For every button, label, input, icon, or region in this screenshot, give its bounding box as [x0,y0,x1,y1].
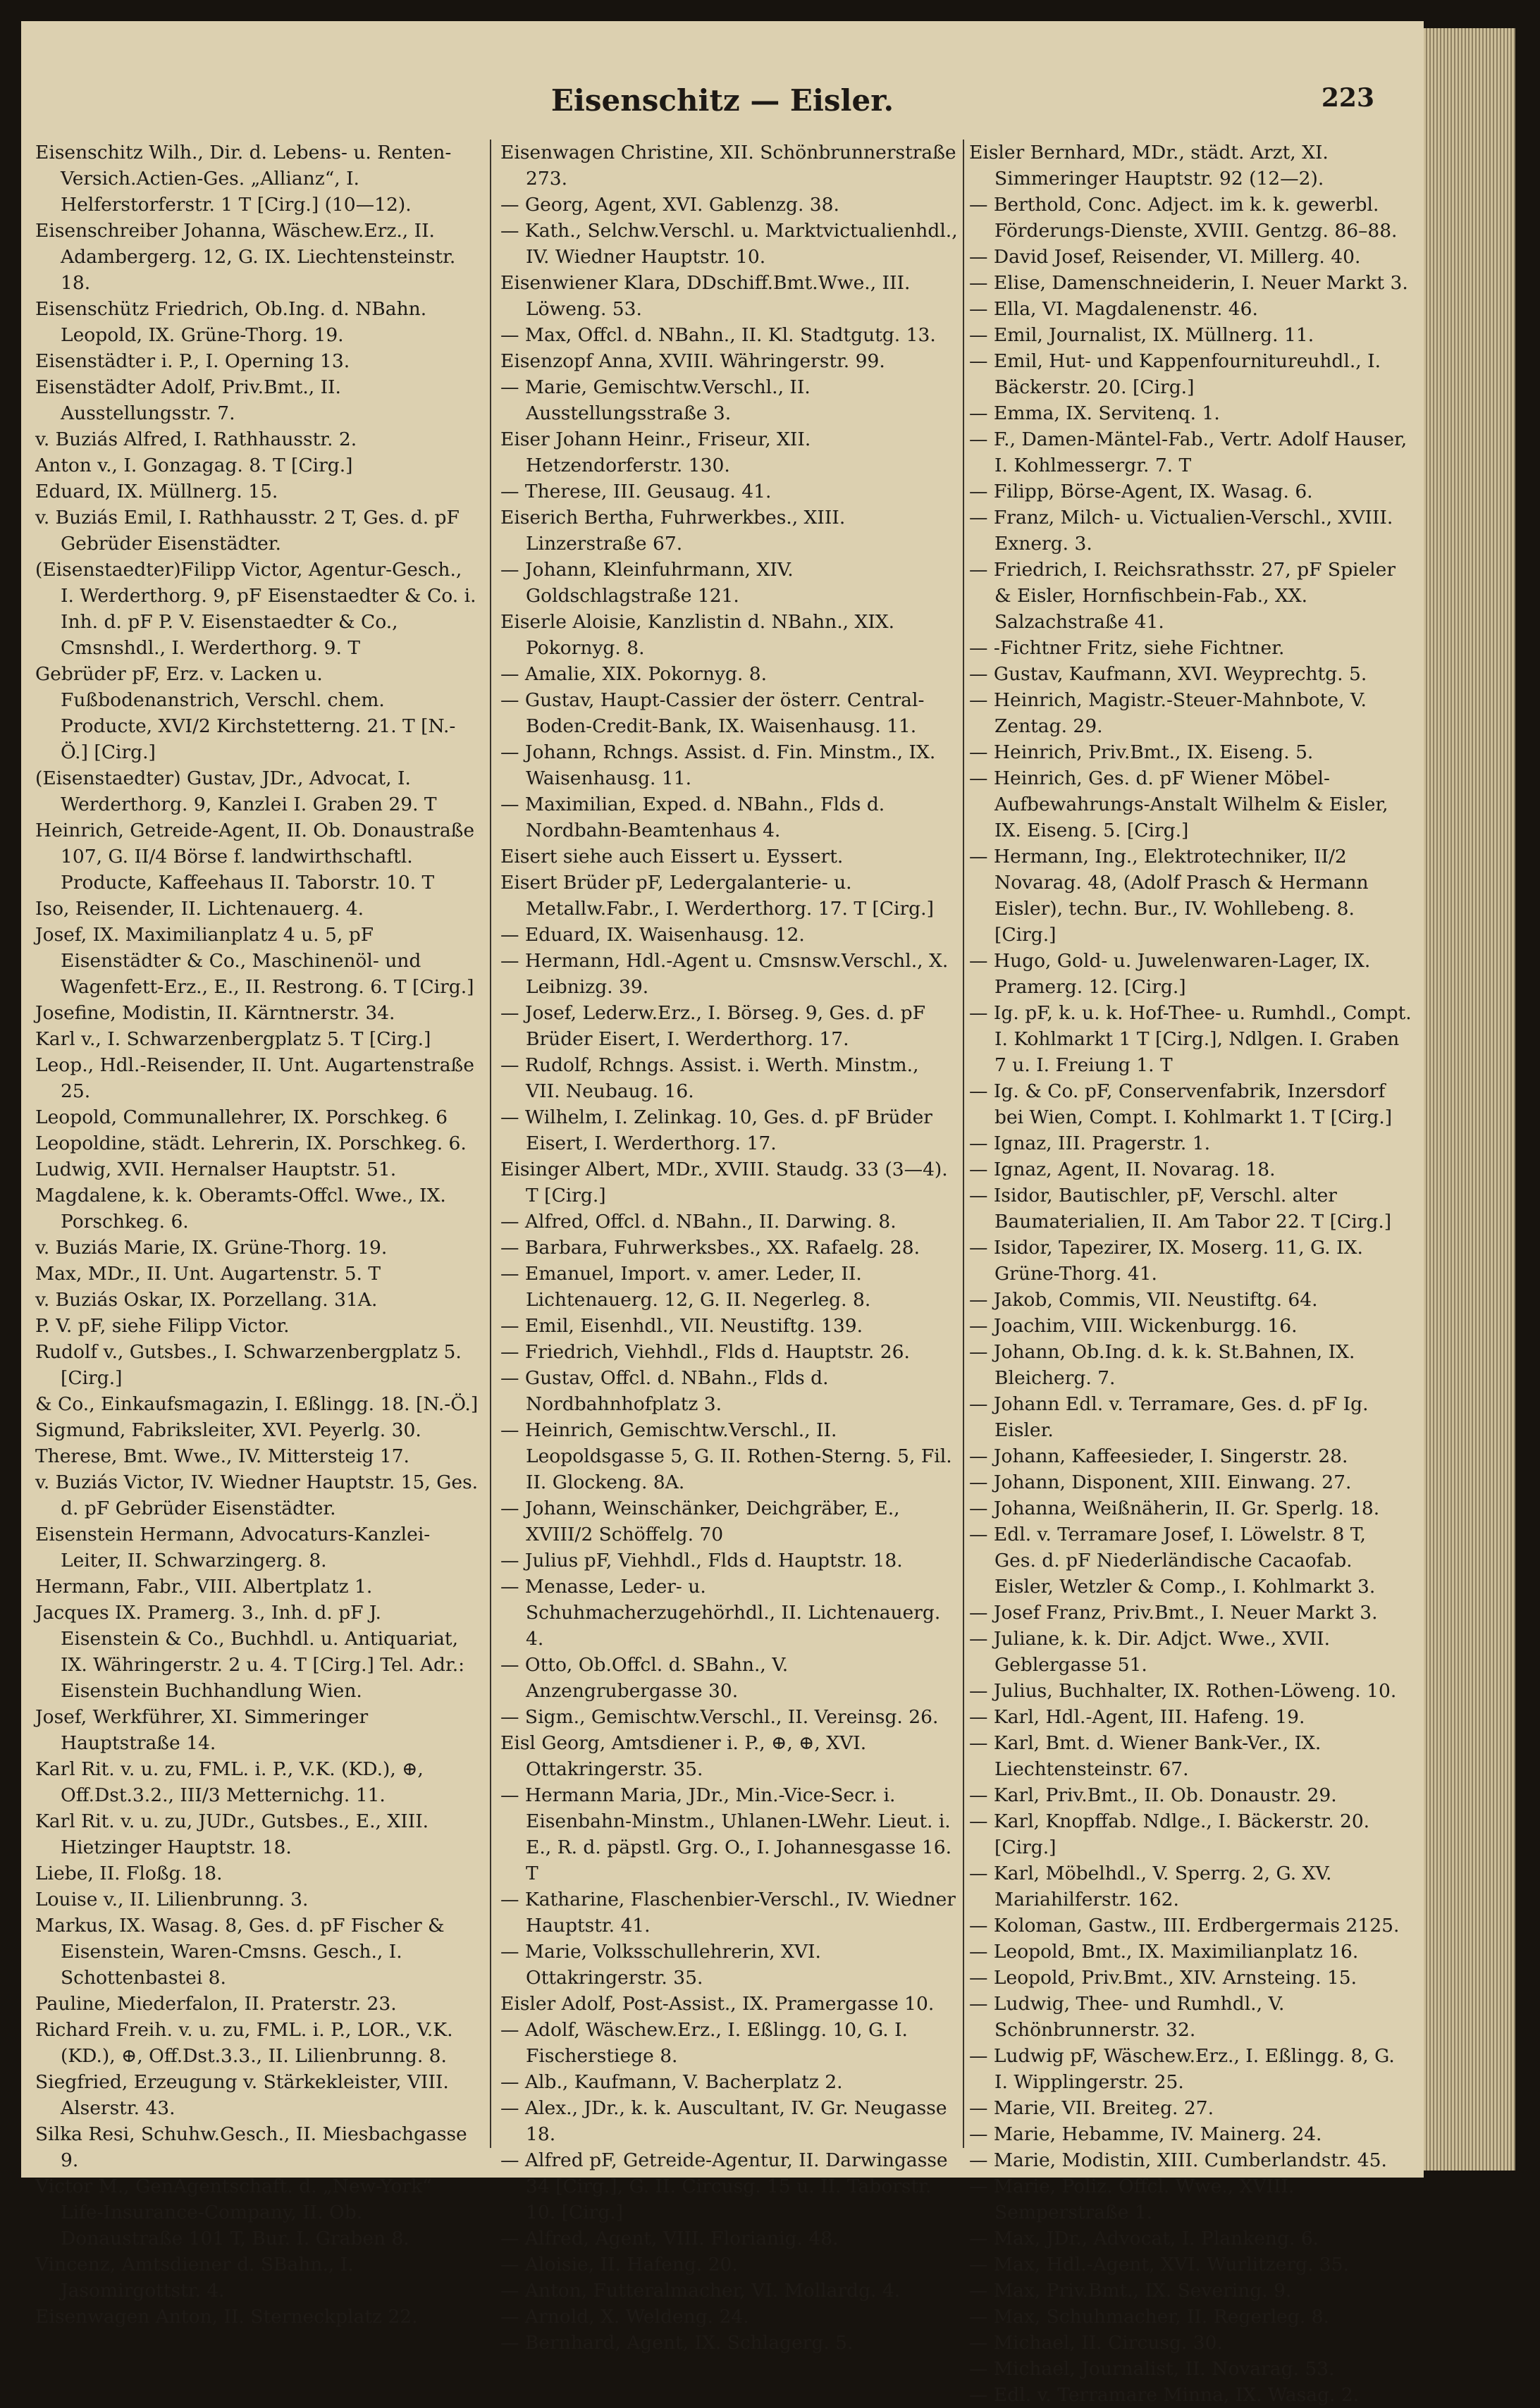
directory-entry: Eisert siehe auch Eissert u. Eyssert. [500,846,844,868]
directory-entry: — Heinrich, Magistr.-Steuer-Mahnbote, V. Zentag. 29. [969,689,1367,737]
column-rule [490,140,491,2148]
directory-entry: Eisenstädter Adolf, Priv.Bmt., II. Ausstellungsstr. 7. [35,376,341,424]
directory-entry: Eisenschütz Friedrich, Ob.Ing. d. NBahn. Leopold, IX. Grüne-Thorg. 19. [35,298,427,346]
directory-entry: Josef, Werkführer, XI. Simmeringer Hauptstraße 14. [35,1706,369,1754]
directory-entry: — Katharine, Flaschenbier-Verschl., IV. Wiedner Hauptstr. 41. [500,1889,956,1937]
directory-entry: Liebe, II. Floßg. 18. [35,1863,223,1884]
directory-entry: — Hermann, Hdl.-Agent u. Cmsnsw.Verschl., X. Leibnizg. 39. [500,950,949,998]
directory-entry: & Co., Einkaufsmagazin, I. Eßlingg. 18. [N.-Ö.] [35,1393,479,1415]
directory-entry: Josef, IX. Maximilianplatz 4 u. 5, pF Eisenstädter & Co., Maschinenöl- und Wagenfett-Erz., E., II. Restrong. 6. T [Cirg.] [35,924,474,998]
column-rule [963,140,964,2148]
directory-entry: — Marie, Gemischtw.Verschl., II. Ausstellungsstraße 3. [500,376,811,424]
page-edge [1424,28,1515,2171]
directory-entry: — Johann, Rchngs. Assist. d. Fin. Minstm., IX. Waisenhausg. 11. [500,741,936,789]
directory-entry: Siegfried, Erzeugung v. Stärkekleister, VIII. Alserstr. 43. [35,2071,449,2119]
directory-entry: — Max, Priv.Bmt., IX. Severing. 9. [969,2280,1292,2302]
directory-entry: — Josef Franz, Priv.Bmt., I. Neuer Markt 3. [969,1602,1378,1624]
directory-entry: — -Fichtner Fritz, siehe Fichtner. [969,637,1285,659]
directory-entry: — Filipp, Börse-Agent, IX. Wasag. 6. [969,481,1313,502]
directory-entry: — Therese, III. Geusaug. 41. [500,481,772,502]
directory-entry: Eiserle Aloisie, Kanzlistin d. NBahn., XIX. Pokornyg. 8. [500,611,895,659]
directory-entry: Max, MDr., II. Unt. Augartenstr. 5. T [35,1263,381,1285]
directory-entry: Leop., Hdl.-Reisender, II. Unt. Augartenstraße 25. [35,1054,474,1102]
column-left [35,140,479,2328]
directory-entry: — Johanna, Weißnäherin, II. Gr. Sperlg. 18. [969,1498,1380,1519]
directory-entry: — Max, Hdl.-Agent, XVI. Wurlitzerg. 35. [969,2254,1350,2276]
directory-entry: — Marie, Modistin, XIII. Cumberlandstr. 45. [969,2149,1387,2171]
directory-entry: — Josef, Lederw.Erz., I. Börseg. 9, Ges. d. pF Brüder Eisert, I. Werderthorg. 17. [500,1002,925,1050]
directory-entry: Richard Freih. v. u. zu, FML. i. P., LOR., V.K. (KD.), ⊕, Off.Dst.3.3., II. Lilienbrunng. 8. [35,2019,453,2067]
directory-entry: — Karl, Hdl.-Agent, III. Hafeng. 19. [969,1706,1305,1728]
directory-entry: — Johann, Ob.Ing. d. k. k. St.Bahnen, IX. Bleicherg. 7. [969,1341,1355,1389]
directory-entry: — Max, Offcl. d. NBahn., II. Kl. Stadtgutg. 13. [500,324,936,346]
directory-entry: Eisenzopf Anna, XVIII. Währingerstr. 99. [500,350,885,372]
directory-entry: — Koloman, Gastw., III. Erdbergermais 2125. [969,1915,1400,1937]
directory-entry: — Aloisie, II. Hafeng. 20. [500,2254,738,2276]
directory-entry: — Marie, Poliz. Offcl. Wwe., XVIII. Semperstraße 1. [969,2175,1295,2223]
directory-entry: — Johann, Weinschänker, Deichgräber, E., XVIII/2 Schöffelg. 70 [500,1498,900,1545]
directory-entry: Eisinger Albert, MDr., XVIII. Staudg. 33 (3—4). T [Cirg.] [500,1159,948,1206]
directory-entry: — Bernhard, Agent, IX. Schlagerg. 5. [500,2332,854,2354]
directory-entry: — Max, Schuhmacher, II. Regerleg. 8. [969,2306,1329,2328]
directory-entry: — Elise, Damenschneiderin, I. Neuer Markt 3. [969,272,1408,294]
directory-entry: — Hugo, Gold- u. Juwelenwaren-Lager, IX. Pramerg. 12. [Cirg.] [969,950,1371,998]
directory-entry: Iso, Reisender, II. Lichtenauerg. 4. [35,898,364,920]
directory-entry: — Emanuel, Import. v. amer. Leder, II. Lichtenauerg. 12, G. II. Negerleg. 8. [500,1263,871,1311]
directory-entry: — Alex., JDr., k. k. Auscultant, IV. Gr. Neugasse 18. [500,2097,947,2145]
directory-entry: — Gustav, Haupt-Cassier der österr. Central-Boden-Credit-Bank, IX. Waisenhausg. 11. [500,689,925,737]
directory-entry: Eisenwiener Klara, DDschiff.Bmt.Wwe., III. Löweng. 53. [500,272,911,320]
directory-entry: — Hermann, Ing., Elektrotechniker, II/2 Novarag. 48, (Adolf Prasch & Hermann Eisler), techn. Bur., IV. Wohllebeng. 8. [Cirg.] [969,846,1369,946]
directory-entry: Jacques IX. Pramerg. 3., Inh. d. pF J. Eisenstein & Co., Buchhdl. u. Antiquariat, IX. Währingerstr. 2 u. 4. T [Cirg.] Tel. Adr.: Eisenstein Buchhandlung Wien. [35,1602,465,1702]
directory-entry: Hermann, Fabr., VIII. Albertplatz 1. [35,1576,373,1598]
directory-entry: Pauline, Miederfalon, II. Praterstr. 23. [35,1993,397,2015]
directory-entry: v. Buziás Alfred, I. Rathhausstr. 2. [35,428,357,450]
directory-entry: Eisenstädter i. P., I. Operning 13. [35,350,350,372]
directory-entry: — Julius pF, Viehhdl., Flds d. Hauptstr. 18. [500,1550,903,1572]
directory-entry: Sigmund, Fabriksleiter, XVI. Peyerlg. 30. [35,1419,421,1441]
column-middle [500,140,959,2354]
directory-entry: — Johann, Kaffeesieder, I. Singerstr. 28. [969,1445,1348,1467]
directory-entry: Heinrich, Getreide-Agent, II. Ob. Donaustraße 107, G. II/4 Börse f. landwirthschaftl. Producte, Kaffeehaus II. Taborstr. 10. T [35,820,475,894]
directory-entry: — Eduard, IX. Waisenhausg. 12. [500,924,805,946]
directory-entry: Louise v., II. Lilienbrunng. 3. [35,1889,309,1910]
directory-entry: — Alfred, Agent, VIII. Florianig. 48. [500,2228,839,2249]
directory-entry: — Gustav, Kaufmann, XVI. Weyprechtg. 5. [969,663,1367,685]
directory-entry: Josefine, Modistin, II. Kärntnerstr. 34. [35,1002,395,1024]
directory-entry: Victor M., GenAgentschaft. d. „New-York“ Life-Insurance-Company, II. Ob. Donaustraße 101 T, Bur. I. Graben 8. [35,2175,432,2249]
directory-entry: — Arnold, X. Weldeng. 24. [500,2306,749,2328]
directory-entry: — Ig. & Co. pF, Conservenfabrik, Inzersdorf bei Wien, Compt. I. Kohlmarkt 1. T [Cirg.] [969,1080,1393,1128]
directory-entry: — Emil, Journalist, IX. Müllnerg. 11. [969,324,1314,346]
directory-entry: — Max, JDr., Advocat, I. Plankeng. 6. [969,2228,1319,2249]
directory-entry: — Edl. v. Terramare Minna, IX. Wasag. 2. [969,2384,1360,2406]
directory-entry: — Marie, Volksschullehrerin, XVI. Ottakringerstr. 35. [500,1941,821,1989]
directory-entry: Rudolf v., Gutsbes., I. Schwarzenbergplatz 5. [Cirg.] [35,1341,462,1389]
directory-entry: Eisenschreiber Johanna, Wäschew.Erz., II. Adambergerg. 12, G. IX. Liechtensteinstr. 18. [35,220,456,294]
directory-entry: Eisenwagen Anton, II. Sterneckplatz 22. [35,2306,418,2328]
directory-entry: — Emil, Eisenhdl., VII. Neustiftg. 139. [500,1315,863,1337]
directory-entry: — Anton, Futteralmacher, VI. Mollardg. 4. [500,2280,901,2302]
directory-entry: — Ludwig, Thee- und Rumhdl., V. Schönbrunnerstr. 32. [969,1993,1285,2041]
directory-entry: — David Josef, Reisender, VI. Millerg. 40. [969,246,1361,268]
directory-entry: — Karl, Möbelhdl., V. Sperrg. 2, G. XV. Mariahilferstr. 162. [969,1863,1332,1910]
directory-entry: — Friedrich, Viehhdl., Flds d. Hauptstr. 26. [500,1341,910,1363]
directory-entry: — Emil, Hut- und Kappenfournitureuhdl., I. Bäckerstr. 20. [Cirg.] [969,350,1381,398]
directory-entry: — Georg, Agent, XVI. Gablenzg. 38. [500,194,839,216]
directory-entry: — Sigm., Gemischtw.Verschl., II. Vereinsg. 26. [500,1706,939,1728]
directory-entry: — Julius, Buchhalter, IX. Rothen-Löweng. 10. [969,1680,1397,1702]
directory-entry: — Johann, Kleinfuhrmann, XIV. Goldschlagstraße 121. [500,559,794,607]
directory-entry: Magdalene, k. k. Oberamts-Offcl. Wwe., IX. Porschkeg. 6. [35,1185,446,1233]
page-number: 223 [1321,83,1374,113]
directory-entry: Silka Resi, Schuhw.Gesch., II. Miesbachgasse 9. [35,2123,467,2171]
directory-entry: — Edl. v. Terramare Josef, I. Löwelstr. 8 T, Ges. d. pF Niederländische Cacaofab. Eisler, Wetzler & Comp., I. Kohlmarkt 3. [969,1524,1376,1598]
directory-entry: — Maximilian, Exped. d. NBahn., Flds d. Nordbahn-Beamtenhaus 4. [500,794,885,841]
directory-entry: Eisenwagen Christine, XII. Schönbrunnerstraße 273. [500,142,956,190]
directory-entry: v. Buziás Victor, IV. Wiedner Hauptstr. 15, Ges. d. pF Gebrüder Eisenstädter. [35,1471,479,1519]
directory-entry: v. Buziás Oskar, IX. Porzellang. 31A. [35,1289,378,1311]
directory-entry: (Eisenstaedter) Gustav, JDr., Advocat, I. Werderthorg. 9, Kanzlei I. Graben 29. T [35,767,437,815]
directory-entry: — Menasse, Leder- u. Schuhmacherzugehörhdl., II. Lichtenauerg. 4. [500,1576,941,1650]
directory-entry: — Juliane, k. k. Dir. Adjct. Wwe., XVII. Geblergasse 51. [969,1628,1330,1676]
directory-entry: — Alfred pF, Getreide-Agentur, II. Darwingasse 34 [Cirg.], G. II. Circusg. 15 u. II. Taborstr. 10. [Cirg.] [500,2149,948,2223]
directory-entry: (Eisenstaedter)Filipp Victor, Agentur-Gesch., I. Werderthorg. 9, pF Eisenstaedter & Co. i. Inh. d. pF P. V. Eisenstaedter & Co., Cmsnshdl., I. Werderthorg. 9. T [35,559,476,659]
directory-entry: — Karl, Knopffab. Ndlge., I. Bäckerstr. 20. [Cirg.] [969,1810,1370,1858]
directory-entry: — Gustav, Offcl. d. NBahn., Flds d. Nordbahnhofplatz 3. [500,1367,829,1415]
directory-entry: — Leopold, Priv.Bmt., XIV. Arnsteing. 15. [969,1967,1357,1989]
directory-entry: Eiserich Bertha, Fuhrwerkbes., XIII. Linzerstraße 67. [500,507,846,555]
directory-entry: — Johann, Disponent, XIII. Einwang. 27. [969,1471,1352,1493]
directory-entry: — Ella, VI. Magdalenenstr. 46. [969,298,1258,320]
directory-entry: Leopold, Communallehrer, IX. Porschkeg. 6 [35,1106,448,1128]
directory-entry: — Hermann Maria, JDr., Min.-Vice-Secr. i. Eisenbahn-Minstm., Uhlanen-LWehr. Lieut. i. E., R. d. päpstl. Grg. O., I. Johannesgasse 16. T [500,1784,952,1884]
directory-entry: Eisenstein Hermann, Advocaturs-Kanzlei-Leiter, II. Schwarzingerg. 8. [35,1524,431,1572]
directory-entry: — Isidor, Bautischler, pF, Verschl. alter Baumaterialien, II. Am Tabor 22. T [Cirg.] [969,1185,1392,1233]
directory-entry: — Ignaz, Agent, II. Novarag. 18. [969,1159,1276,1180]
directory-entry: Eisler Bernhard, MDr., städt. Arzt, XI. Simmeringer Hauptstr. 92 (12—2). [969,142,1329,190]
directory-entry: — Alb., Kaufmann, V. Bacherplatz 2. [500,2071,843,2093]
directory-entry: Ludwig, XVII. Hernalser Hauptstr. 51. [35,1159,397,1180]
directory-entry: — Heinrich, Gemischtw.Verschl., II. Leopoldsgasse 5, G. II. Rothen-Sterng. 5, Fil. II. Glockeng. 8A. [500,1419,952,1493]
directory-entry: P. V. pF, siehe Filipp Victor. [35,1315,290,1337]
directory-entry: — Heinrich, Priv.Bmt., IX. Eiseng. 5. [969,741,1314,763]
directory-entry: Eisler Adolf, Post-Assist., IX. Pramergasse 10. [500,1993,935,2015]
directory-page [21,21,1424,2406]
directory-entry: — Michael, Journalist, II. Novarag. 53. [969,2358,1335,2380]
directory-entry: Markus, IX. Wasag. 8, Ges. d. pF Fischer & Eisenstein, Waren-Cmsns. Gesch., I. Schottenbastei 8. [35,1915,445,1989]
directory-entry: — Friedrich, I. Reichsrathsstr. 27, pF Spieler & Eisler, Hornfischbein-Fab., XX. Salzachstraße 41. [969,559,1396,633]
page-header [21,83,1424,140]
directory-entry: Eiser Johann Heinr., Friseur, XII. Hetzendorferstr. 130. [500,428,811,476]
directory-entry: — Jakob, Commis, VII. Neustiftg. 64. [969,1289,1318,1311]
column-right [969,140,1413,2406]
directory-entry: — F., Damen-Mäntel-Fab., Vertr. Adolf Hauser, I. Kohlmessergr. 7. T [969,428,1407,476]
directory-entry: — Marie, Hebamme, IV. Mainerg. 24. [969,2123,1322,2145]
directory-entry: — Amalie, XIX. Pokornyg. 8. [500,663,768,685]
directory-entry: — Michael, II. Circusg. 30. [969,2332,1223,2354]
directory-entry: Eduard, IX. Müllnerg. 15. [35,481,278,502]
directory-entry: Karl Rit. v. u. zu, FML. i. P., V.K. (KD.), ⊕, Off.Dst.3.2., III/3 Metternichg. 11. [35,1758,424,1806]
directory-entry: — Joachim, VIII. Wickenburgg. 16. [969,1315,1298,1337]
directory-entry: — Isidor, Tapezirer, IX. Moserg. 11, G. IX. Grüne-Thorg. 41. [969,1237,1363,1285]
directory-entry: — Berthold, Conc. Adject. im k. k. gewerbl. Förderungs-Dienste, XVIII. Gentzg. 86–88. [969,194,1398,242]
directory-entry: Gebrüder pF, Erz. v. Lacken u. Fußbodenanstrich, Verschl. chem. Producte, XVI/2 Kirchstetterng. 21. T [N.-Ö.] [Cirg.] [35,663,456,763]
directory-entry: — Karl, Bmt. d. Wiener Bank-Ver., IX. Liechtensteinstr. 67. [969,1732,1322,1780]
directory-entry: — Leopold, Bmt., IX. Maximilianplatz 16. [969,1941,1359,1963]
directory-entry: — Barbara, Fuhrwerksbes., XX. Rafaelg. 28. [500,1237,920,1259]
directory-entry: — Johann Edl. v. Terramare, Ges. d. pF Ig. Eisler. [969,1393,1369,1441]
directory-entry: Eisl Georg, Amtsdiener i. P., ⊕, ⊕, XVI. Ottakringerstr. 35. [500,1732,867,1780]
directory-entry: — Alfred, Offcl. d. NBahn., II. Darwing. 8. [500,1211,897,1233]
directory-entry: v. Buziás Emil, I. Rathhausstr. 2 T, Ges. d. pF Gebrüder Eisenstädter. [35,507,460,555]
directory-entry: — Emma, IX. Servitenq. 1. [969,402,1220,424]
directory-entry: Eisenschitz Wilh., Dir. d. Lebens- u. Renten-Versich.Actien-Ges. „Allianz“, I. Helferstorferstr. 1 T [Cirg.] (10—12). [35,142,452,216]
directory-entry: — Rudolf, Rchngs. Assist. i. Werth. Minstm., VII. Neubaug. 16. [500,1054,919,1102]
directory-entry: — Heinrich, Ges. d. pF Wiener Möbel-Aufbewahrungs-Anstalt Wilhelm & Eisler, IX. Eiseng. 5. [Cirg.] [969,767,1388,841]
directory-entry: Vincenz, Amtsdiener d. SBahn., I. Jasomirgottstr. 4. [35,2254,354,2302]
directory-entry: Eisert Brüder pF, Ledergalanterie- u. Metallw.Fabr., I. Werderthorg. 17. T [Cirg.] [500,872,934,920]
directory-entry: Anton v., I. Gonzagag. 8. T [Cirg.] [35,455,353,476]
directory-entry: v. Buziás Marie, IX. Grüne-Thorg. 19. [35,1237,388,1259]
directory-entry: Leopoldine, städt. Lehrerin, IX. Porschkeg. 6. [35,1132,467,1154]
directory-entry: — Karl, Priv.Bmt., II. Ob. Donaustr. 29. [969,1784,1337,1806]
directory-entry: Karl v., I. Schwarzenbergplatz 5. T [Cirg.] [35,1028,431,1050]
directory-entry: — Adolf, Wäschew.Erz., I. Eßlingg. 10, G. I. Fischerstiege 8. [500,2019,908,2067]
directory-entry: Therese, Bmt. Wwe., IV. Mittersteig 17. [35,1445,409,1467]
directory-entry: Karl Rit. v. u. zu, JUDr., Gutsbes., E., XIII. Hietzinger Hauptstr. 18. [35,1810,429,1858]
directory-entry: — Marie, VII. Breiteg. 27. [969,2097,1214,2119]
directory-entry: — Kath., Selchw.Verschl. u. Marktvictualienhdl., IV. Wiedner Hauptstr. 10. [500,220,958,268]
directory-entry: — Otto, Ob.Offcl. d. SBahn., V. Anzengrubergasse 30. [500,1654,789,1702]
directory-entry: — Franz, Milch- u. Victualien-Verschl., XVIII. Exnerg. 3. [969,507,1393,555]
directory-entry: — Ignaz, III. Pragerstr. 1. [969,1132,1211,1154]
directory-entry: — Ludwig pF, Wäschew.Erz., I. Eßlingg. 8, G. I. Wipplingerstr. 25. [969,2045,1395,2093]
directory-entry: — Wilhelm, I. Zelinkag. 10, Ges. d. pF Brüder Eisert, I. Werderthorg. 17. [500,1106,932,1154]
directory-entry: — Ig. pF, k. u. k. Hof-Thee- u. Rumhdl., Compt. I. Kohlmarkt 1 T [Cirg.], Ndlgen. I. Graben 7 u. I. Freiung 1. T [969,1002,1412,1076]
running-head: Eisenschitz — Eisler. [550,83,894,118]
